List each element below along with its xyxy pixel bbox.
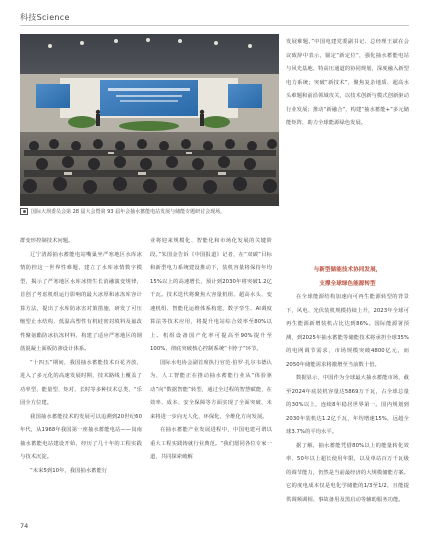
- photo-caption-text: 国际大坝委员会第 28 届大会暨第 93 届年会抽水蓄能电站发展与储能专题研讨会现场。: [31, 209, 226, 215]
- conference-photo-illustration: [20, 34, 279, 206]
- conference-photo: [20, 34, 279, 206]
- header-divider: [20, 25, 409, 26]
- camera-icon: [20, 208, 28, 215]
- article-column-3-bottom: [286, 264, 409, 507]
- article-column-2: [150, 235, 272, 465]
- paragraph: 我国抽水蓄能技术的发展可以追溯到20世纪60年代，从1968年我国第一座抽水蓄能电站——岗南抽水蓄能电站建设开始，经历了几十年的工程实践与技术沉淀。: [20, 413, 142, 460]
- paragraph: 数据显示，中国作为全球最大抽水蓄能市场，截至2024年底装机容量达5869万千瓦，占全球总量的30%以上，连续8年稳居世界第一。国内规划到2030年装机达1.2亿千瓦，年均增速15%，远超全球3.7%的平均水平。: [286, 375, 409, 435]
- photo-caption: [20, 209, 279, 221]
- section-heading-line-2: 支撑全球绿色能源转型: [319, 280, 376, 287]
- paragraph: “十四五”期间，我国抽水蓄能技术百花齐放，进入了多元化的高速发展时期，技术路线上覆盖了功率型、能量型、矩对、长时等多种技术总类，“乐园全方位建。: [20, 359, 142, 406]
- paragraph: 辽宁清源抽水蓄能电站嘴巢坐严寒地区水库冰情防控这一世界性难题，建立了水库冰情数字模型，揭示了严寒地区水库冰情生长消融演变规律，首创了考虑机组运行影响的最大冰厚和冰冻库容计算方法，提出了水库防冰害对策措施，研发了可压缩型止水结构、低温高塑性有机硅密封填料及氟改性聚氨酯防冰抗冻材料，构建了适应严寒地区的钢筋混凝土面板防渗设计体系。: [20, 251, 142, 352]
- paragraph: 在全球能源结构加速向可再生能源转型的背景下，风电、光伏装机规模持续上升，2023年全球可再生能源新增装机占比达到86%。国际能源署预测，到2025年抽水蓄能等储能技术将承担全球35%的电网调节需求，市场规模突破4800亿元，而2050年储能需求将激增至当前数十倍。: [286, 294, 409, 368]
- section-heading-line-1: 与新型储能技术协同发展，: [313, 267, 382, 273]
- page-number: 74: [20, 522, 29, 530]
- section-header: 科技Science: [20, 13, 70, 22]
- article-column-3-top: [286, 36, 409, 131]
- article-column-1: [20, 235, 142, 478]
- paragraph: 群变形控制技术问题。: [20, 238, 74, 244]
- paragraph: 业将迎来规模化、智能化和市场化发展的关键阶段。”朱国金告诉《中国报道》记者，在“双碳”目标和新型电力系统建设推动下，装机容量将保持年均15%以上的高速增长，预计到2030年将突破1.2亿千瓦。技术迭代将聚焦大容量机组、超高水头、变速机组、智能化运维体系构建，数字孪生、AI调度算法等技术应用，将提升电站综合效率至80%以上。机组设备国产化率可提高至90%提升至100%，彻底突破核心控制系统“卡脖子”环节。: [150, 238, 272, 352]
- paragraph: 发展难题，”中国电建党委副书记、总经理王斌在会议致辞中表示，锚定“新定位”，强化抽水蓄能电站与风光基地、特高压通道的协同规划，深度融入新型电力系统；突破“新技术”，聚焦复杂地质、超高水头难题和前沿领域攻关，以技术创新与模式创新驱动行业发展；推动“新融合”，构建“抽水蓄能+”多元储能矩阵，助力全球能源绿色发展。: [286, 39, 409, 126]
- paragraph: 在抽水蓄能产业发展进程中，中国电建可谓以重大工程实践铸就行业典范。“我们愿同各位专家一道，共同探索破解: [150, 427, 272, 460]
- paragraph: 国际水电协会副首席执行官范·伯罗·扎尔韦德认为，人工智能正在推动抽水蓄能行业从“体验驱动”向“数据智能”转型，通过全过程的智慧赋能，在效率、成本、安全保障等方面实现了全面突破，未来将进一步向无人化、环保化、全维化方向发展。: [150, 359, 272, 420]
- paragraph: “未来5到10年，我国抽水蓄能行: [30, 467, 108, 474]
- paragraph: 据了解，抽水蓄能凭借80%以上的能量转化效率、50年以上超长使用年限，以及单站百万千瓦级的调节能力，仍然是当前最经济的大规模储能方案。它的度电成本仅是电化学储能的1/3至1/2，且能提供调频调相、事故备用及黑启动等辅助服务功能。: [286, 442, 409, 503]
